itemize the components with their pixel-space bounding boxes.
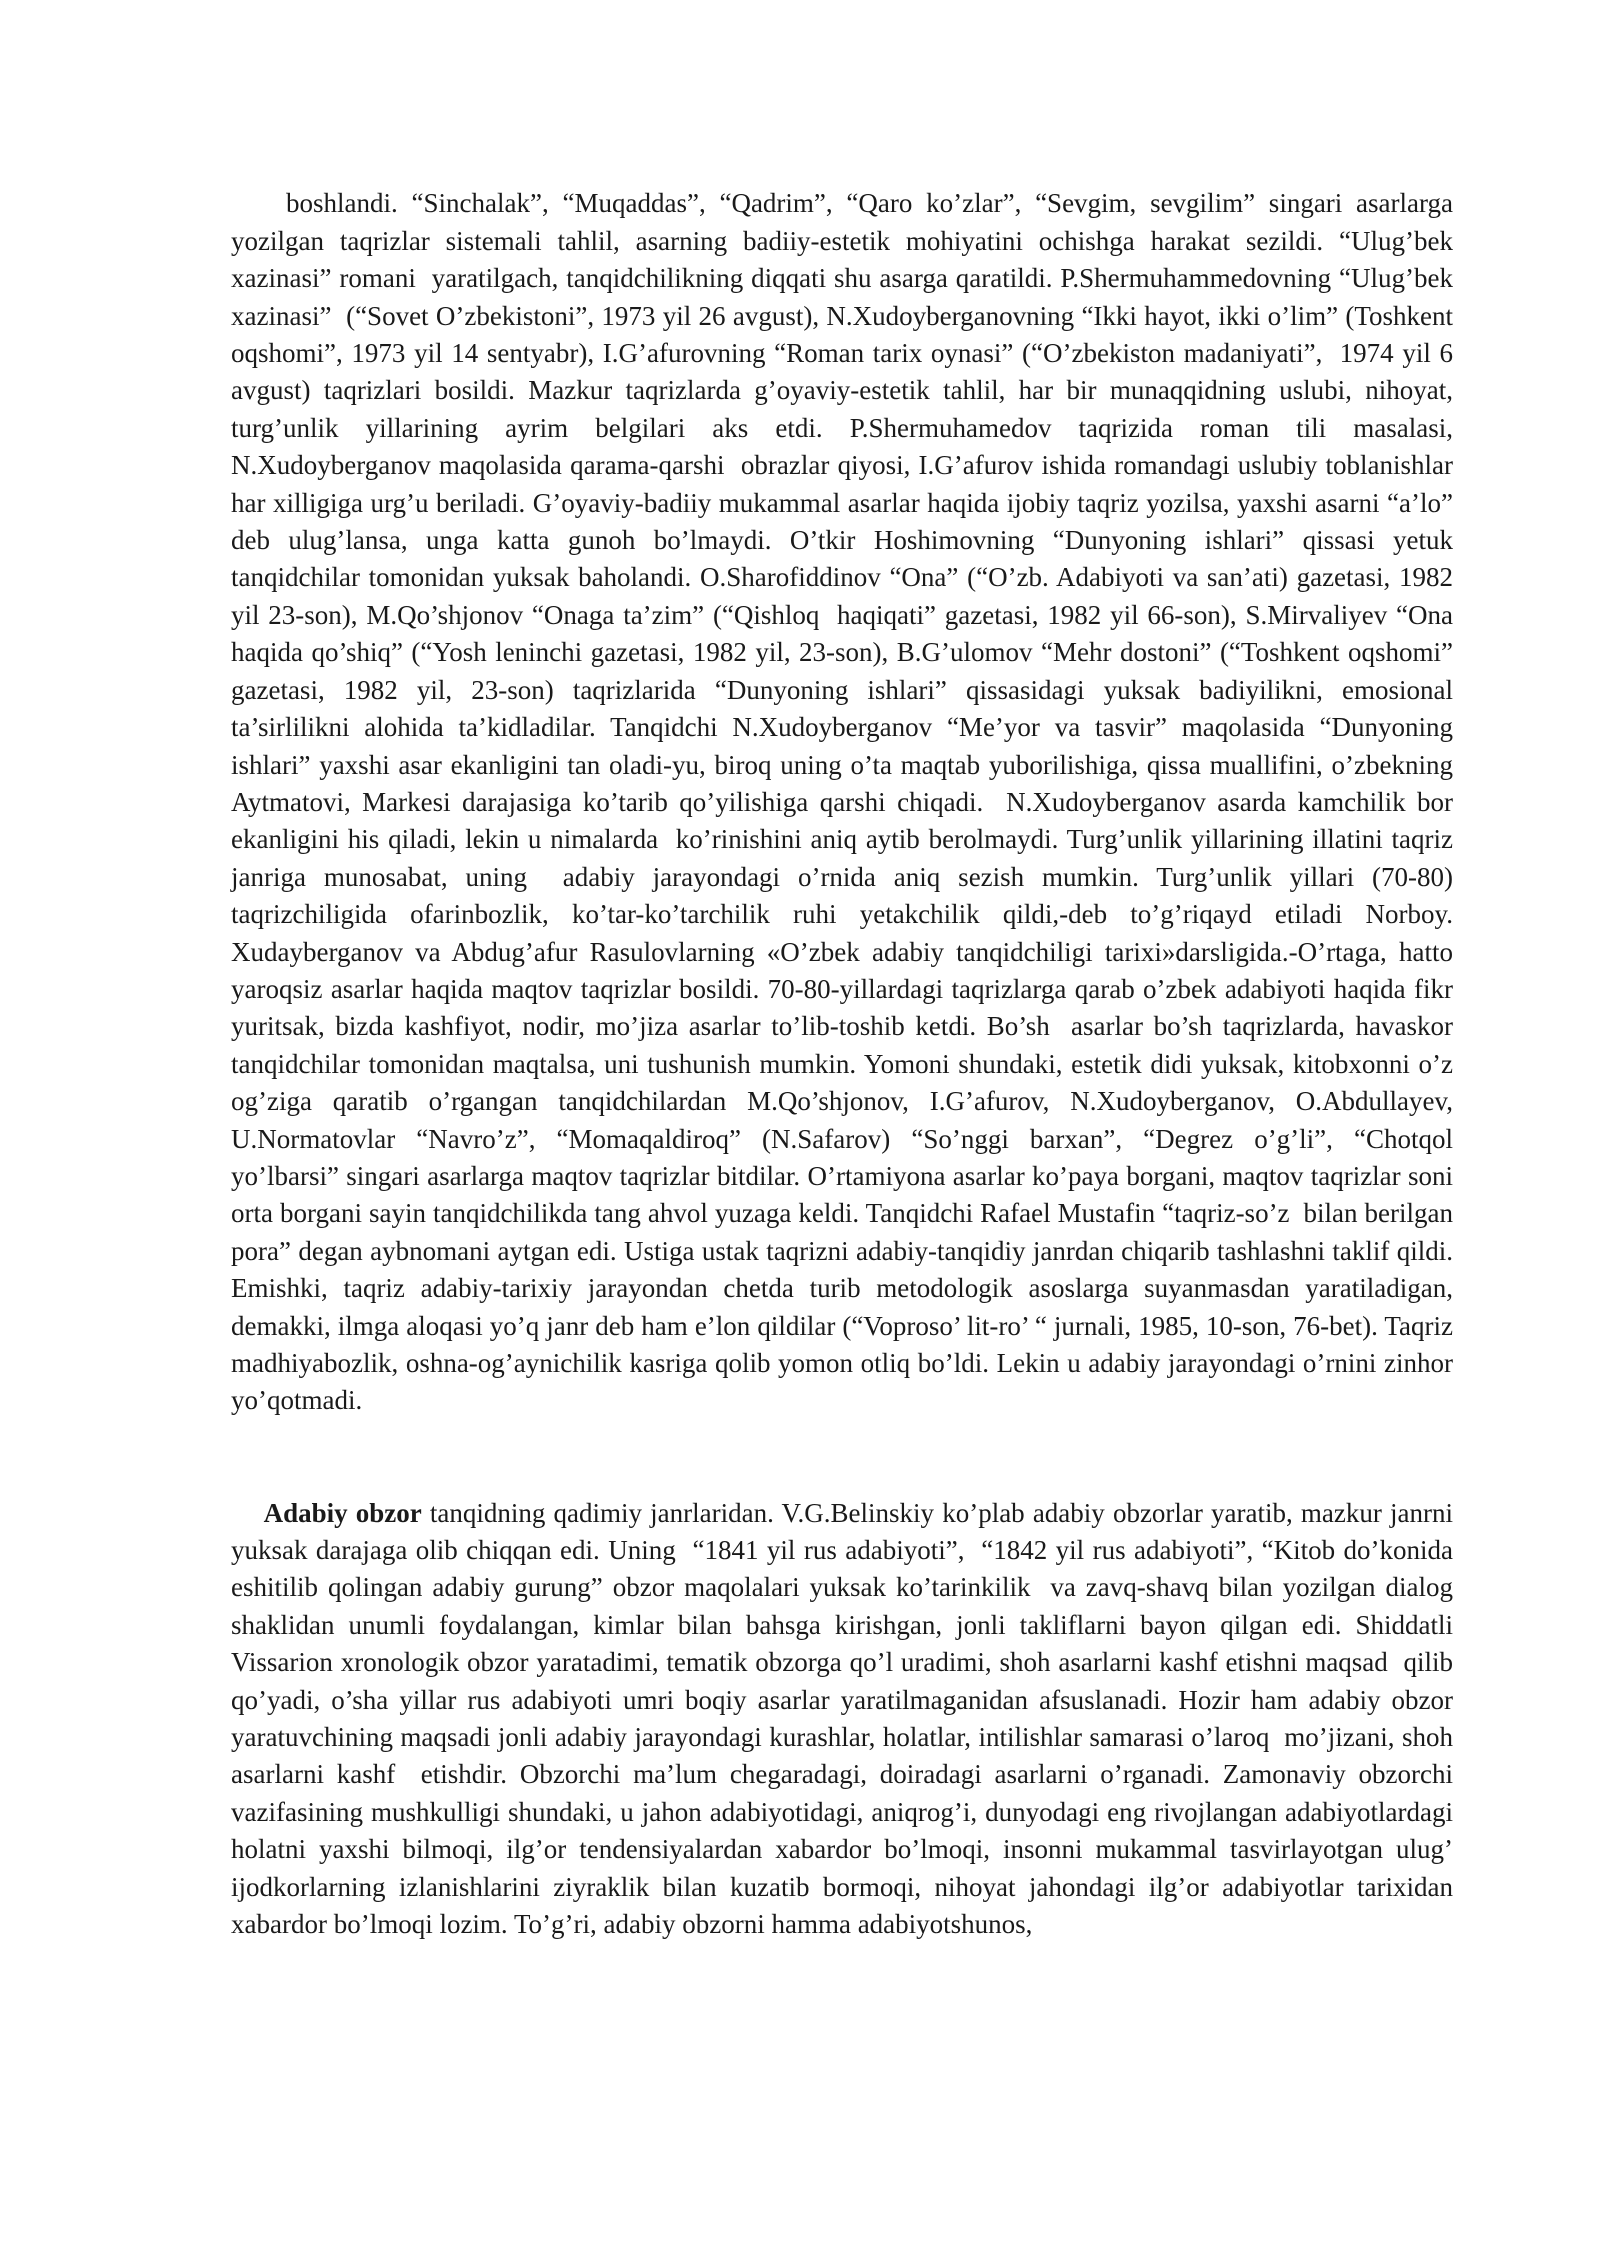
- paragraph-2-text: tanqidning qadimiy janrlaridan. V.G.Belinskiy ko’plab adabiy obzorlar yaratib, mazkur janrni yuksak darajaga olib chiqqan edi. Uning “1841 yil rus adabiyoti”, “1842 yil rus adabiyoti”, “Kitob do’konida eshitilib qolingan adabiy gurung” obzor maqolalari yuksak ko’tarinkilik va zavq-shavq bilan yozilgan dialog shaklidan unumli foydalangan, kimlar bilan bahsga kirishgan, jonli takliflarni bayon qilgan edi. Shiddatli Vissarion xronologik obzor yaratadimi, tematik obzorga qo’l uradimi, shoh asarlarni kashf etishni maqsad qilib qo’yadi, o’sha yillar rus adabiyoti umri boqiy asarlar yaratilmaganidan afsuslanadi. Hozir ham adabiy obzor yaratuvchining maqsadi jonli adabiy jarayondagi kurashlar, holatlar, intilishlar samarasi o’laroq mo’jizani, shoh asarlarni kashf etishdir. Obzorchi ma’lum chegaradagi, doiradagi asarlarni o’rganadi. Zamonaviy obzorchi vazifasining mushkulligi shundaki, u jahon adabiyotidagi, aniqrog’i, dunyodagi eng rivojlangan adabiyotlardagi holatni yaxshi bilmoqi, ilg’or tendensiyalardan xabardor bo’lmoqi, insonni mukammal tasvirlayotgan ulug’ ijodkorlarning izlanishlarini ziyraklik bilan kuzatib bormoqi, nihoyat jahondagi ilg’or adabiyotlar tarixidan xabardor bo’lmoqi lozim. To’g’ri, adabiy obzorni hamma adabiyotshunos,: [231, 1497, 1460, 1940]
- term-adabiy-obzor: Adabiy obzor: [263, 1497, 422, 1528]
- body-paragraph-2: [231, 1457, 1460, 1981]
- paragraph-1-text: boshlandi. “Sinchalak”, “Muqaddas”, “Qadrim”, “Qaro ko’zlar”, “Sevgim, sevgilim” singari asarlarga yozilgan taqrizlar sistemali tahlil, asarning badiiy-estetik mohiyatini ochishga harakat sezildi. “Ulug’bek xazinasi” romani yaratilgach, tanqidchilikning diqqati shu asarga qaratildi. P.Shermuhammedovning “Ulug’bek xazinasi” (“Sovet O’zbekistoni”, 1973 yil 26 avgust), N.Xudoyberganovning “Ikki hayot, ikki o’lim” (Toshkent oqshomi”, 1973 yil 14 sentyabr), I.G’afurovning “Roman tarix oynasi” (“O’zbekiston madaniyati”, 1974 yil 6 avgust) taqrizlari bosildi. Mazkur taqrizlarda g’oyaviy-estetik tahlil, har bir munaqqidning uslubi, nihoyat, turg’unlik yillarining ayrim belgilari aks etdi. P.Shermuhamedov taqrizida roman tili masalasi, N.Xudoyberganov maqolasida qarama-qarshi obrazlar qiyosi, I.G’afurov ishida romandagi uslubiy toblanishlar har xilligiga urg’u beriladi. G’oyaviy-badiiy mukammal asarlar haqida ijobiy taqriz yozilsa, yaxshi asarni “a’lo” deb ulug’lansa, unga katta gunoh bo’lmaydi. O’tkir Hoshimovning “Dunyoning ishlari” qissasi yetuk tanqidchilar tomonidan yuksak baholandi. O.Sharofiddinov “Ona” (“O’zb. Adabiyoti va san’ati) gazetasi, 1982 yil 23-son), M.Qo’shjonov “Onaga ta’zim” (“Qishloq haqiqati” gazetasi, 1982 yil 66-son), S.Mirvaliyev “Ona haqida qo’shiq” (“Yosh leninchi gazetasi, 1982 yil, 23-son), B.G’ulomov “Mehr dostoni” (“Toshkent oqshomi” gazetasi, 1982 yil, 23-son) taqrizlarida “Dunyoning ishlari” qissasidagi yuksak badiyilikni, emosional ta’sirlilikni alohida ta’kidladilar. Tanqidchi N.Xudoyberganov “Me’yor va tasvir” maqolasida “Dunyoning ishlari” yaxshi asar ekanligini tan oladi-yu, biroq uning o’ta maqtab yuborilishiga, qissa muallifini, o’zbekning Aytmatovi, Markesi darajasiga ko’tarib qo’yilishiga qarshi chiqadi. N.Xudoyberganov asarda kamchilik bor ekanligini his qiladi, lekin u nimalarda ko’rinishini aniq aytib berolmaydi. Turg’unlik yillarining illatini taqriz janriga munosabat, uning adabiy jarayondagi o’rnida aniq sezish mumkin. Turg’unlik yillari (70-80) taqrizchiligida ofarinbozlik, ko’tar-ko’tarchilik ruhi yetakchilik qildi,-deb to’g’riqayd etiladi Norboy. Xudayberganov va Abdug’afur Rasulovlarning «O’zbek adabiy tanqidchiligi tarixi»darsligida.-O’rtaga, hatto yaroqsiz asarlar haqida maqtov taqrizlar bosildi. 70-80-yillardagi taqrizlarga qarab o’zbek adabiyoti haqida fikr yuritsak, bizda kashfiyot, nodir, mo’jiza asarlar to’lib-toshib ketdi. Bo’sh asarlar bo’sh taqrizlarda, havaskor tanqidchilar tomonidan maqtalsa, uni tushunish mumkin. Yomoni shundaki, estetik didi yuksak, kitobxonni o’z og’ziga qaratib o’rgangan tanqidchilardan M.Qo’shjonov, I.G’afurov, N.Xudoyberganov, O.Abdullayev, U.Normatovlar “Navro’z”, “Momaqaldiroq” (N.Safarov) “So’nggi barxan”, “Degrez o’g’li”, “Chotqol yo’lbarsi” singari asarlarga maqtov taqrizlar bitdilar. O’rtamiyona asarlar ko’paya borgani, maqtov taqrizlar soni orta borgani sayin tanqidchilikda tang ahvol yuzaga keldi. Tanqidchi Rafael Mustafin “taqriz-so’z bilan berilgan pora” degan aybnomani aytgan edi. Ustiga ustak taqrizni adabiy-tanqidiy janrdan chiqarib tashlashni taklif qildi. Emishki, taqriz adabiy-tarixiy jarayondan chetda turib metodologik asoslarga suyanmasdan yaratiladigan, demakki, ilmga aloqasi yo’q janr deb ham e’lon qildilar (“Voprosо’ lit-ro’ “ jurnali, 1985, 10-son, 76-bet). Taqriz madhiyabozlik, oshna-og’aynichilik kasriga qolib yomon otliq bo’ldi. Lekin u adabiy jarayondagi o’rnini zinhor yo’qotmadi.: [231, 188, 1467, 1416]
- document-page: [231, 148, 1467, 1981]
- body-paragraph-1: [231, 148, 1467, 1457]
